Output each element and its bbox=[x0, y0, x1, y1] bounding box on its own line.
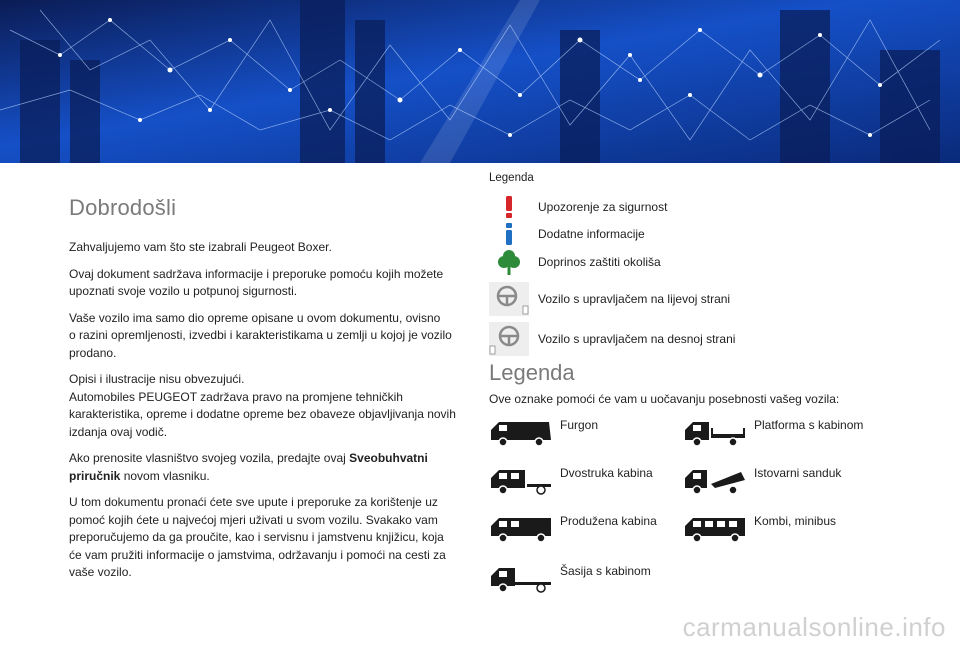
vehicle-double-cab bbox=[489, 466, 653, 498]
environment-tree-icon bbox=[489, 245, 529, 279]
legend-item-label: Vozilo s upravljačem na lijevoj strani bbox=[538, 292, 731, 306]
legenda-title: Legenda bbox=[489, 360, 575, 385]
vehicle-van bbox=[489, 418, 599, 450]
vehicle-extended-cab bbox=[489, 514, 657, 546]
welcome-paragraph-5 bbox=[69, 450, 459, 485]
welcome-paragraph-2: Ovaj dokument sadržava informacije i preporuke pomoću kojih možete upoznati svoje vozilo u potpunoj sigurnosti. bbox=[69, 266, 444, 298]
legend-item-label: Upozorenje za sigurnost bbox=[538, 200, 668, 214]
network-city-banner-image bbox=[0, 0, 960, 163]
p5-bold-manual-name: Sveobuhvatni priručnik bbox=[69, 451, 428, 483]
vehicle-chassis-cab bbox=[489, 564, 651, 596]
van-icon bbox=[489, 418, 553, 450]
steering-wheel-right-icon bbox=[489, 322, 529, 356]
legend-item-label: Dodatne informacije bbox=[538, 227, 645, 241]
watermark: carmanualsonline.info bbox=[682, 612, 946, 642]
legenda-intro: Ove oznake pomoći će vam u uočavanju posebnosti vašeg vozila: bbox=[489, 392, 840, 406]
double-cab-icon bbox=[489, 466, 553, 498]
welcome-section bbox=[69, 195, 459, 591]
legend-item-rhd bbox=[489, 322, 736, 356]
chassis-cab-icon bbox=[489, 564, 553, 596]
legend-item-environment bbox=[489, 245, 661, 279]
vehicle-label: Istovarni sanduk bbox=[754, 466, 842, 480]
welcome-paragraph-6: U tom dokumentu pronaći ćete sve upute i preporuke za korištenje uz pomoć kojih ćete u najvećoj mjeri uživati u svom vozilu. Svakako vam preporučujemo da ga proučite, kao i servisnu i jamstvenu knjižicu, koja će vam pružiti informacije o jamstvima, održavanju i pomoći na cesti za vaše vozilo. bbox=[69, 495, 446, 579]
legend-item-label: Doprinos zaštiti okoliša bbox=[538, 255, 661, 269]
vehicle-label: Kombi, minibus bbox=[754, 514, 837, 528]
welcome-paragraph-1: Zahvaljujemo vam što ste izabrali Peugeot Boxer. bbox=[69, 240, 332, 254]
p5-text-pre: Ako prenosite vlasništvo svojeg vozila, predajte ovaj bbox=[69, 451, 350, 465]
tipper-icon bbox=[683, 466, 747, 498]
vehicle-minibus bbox=[683, 514, 837, 546]
legend-item-label: Vozilo s upravljačem na desnoj strani bbox=[538, 332, 736, 346]
vehicle-label: Dvostruka kabina bbox=[560, 466, 653, 480]
minibus-icon bbox=[683, 514, 747, 546]
vehicle-tipper bbox=[683, 466, 842, 498]
legend-top-title: Legenda bbox=[489, 172, 534, 184]
vehicle-label: Šasija s kabinom bbox=[560, 564, 651, 578]
welcome-title: Dobrodošli bbox=[69, 195, 177, 220]
vehicle-label: Platforma s kabinom bbox=[754, 418, 864, 432]
legend-item-lhd bbox=[489, 282, 731, 316]
welcome-paragraph-4: Opisi i ilustracije nisu obvezujući. Automobiles PEUGEOT zadržava pravo na promjene tehničkih karakteristika, opreme i dodatne opreme bez obaveze objavljivanja novih izdanja ovaj vodič. bbox=[69, 372, 456, 439]
vehicle-label: Produžena kabina bbox=[560, 514, 657, 528]
steering-wheel-left-icon bbox=[489, 282, 529, 316]
header-banner bbox=[0, 0, 960, 163]
vehicle-label: Furgon bbox=[560, 418, 599, 432]
welcome-paragraph-3: Vaše vozilo ima samo dio opreme opisane u ovom dokumentu, ovisno o razini opremljenosti, izvedbi i karakteristikama u zemlji u kojoj je vozilo prodano. bbox=[69, 310, 452, 360]
vehicle-platform-cab bbox=[683, 418, 864, 450]
platform-cab-icon bbox=[683, 418, 747, 450]
extended-cab-icon bbox=[489, 514, 553, 546]
p5-text-post: novom vlasniku. bbox=[120, 468, 210, 483]
